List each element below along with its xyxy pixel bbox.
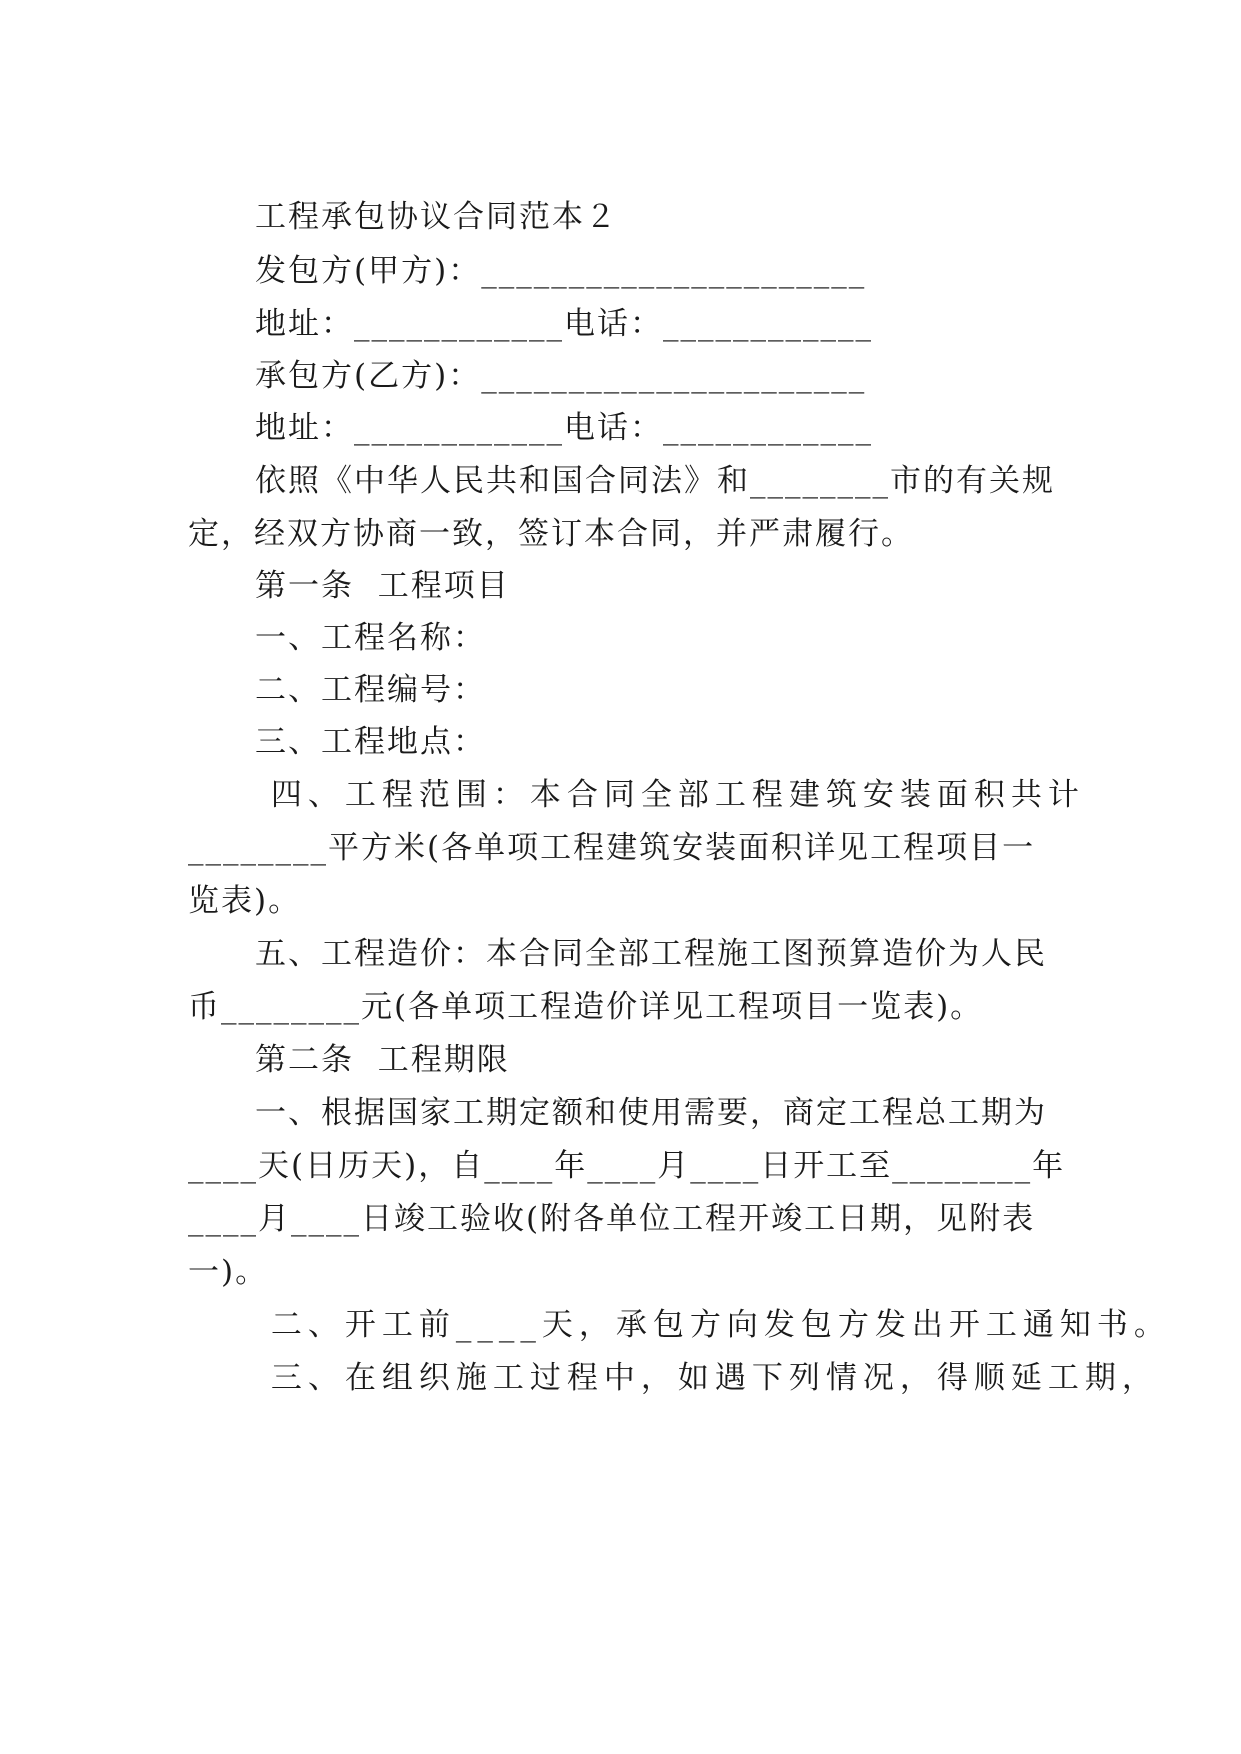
paragraph-line: ________平方米(各单项工程建筑安装面积详见工程项目一 xyxy=(188,830,1036,866)
paragraph-line: 币________元(各单项工程造价详见工程项目一览表)。 xyxy=(188,989,984,1025)
paragraph-line: 二、工程编号： xyxy=(255,672,486,708)
paragraph-line: 地址：____________电话：____________ xyxy=(255,306,873,342)
paragraph-line: 二、开工前____天，承包方向发包方发出开工通知书。 xyxy=(255,1307,1171,1343)
paragraph-line: ____天(日历天)，自____年____月____日开工至________年 xyxy=(188,1148,1066,1184)
paragraph-line: 五、工程造价：本合同全部工程施工图预算造价为人民 xyxy=(255,936,1047,972)
paragraph-line: 一、工程名称： xyxy=(255,620,486,656)
paragraph-line: 四、工程范围：本合同全部工程建筑安装面积共计 xyxy=(255,777,1085,813)
paragraph-line: 依照《中华人民共和国合同法》和________市的有关规 xyxy=(255,463,1055,499)
paragraph-line: 发包方(甲方)：______________________ xyxy=(255,253,867,289)
section-heading: 第二条 工程期限 xyxy=(255,1042,510,1078)
paragraph-line: 一)。 xyxy=(188,1254,269,1290)
paragraph-line: 三、工程地点： xyxy=(255,724,486,760)
paragraph-line: 地址：____________电话：____________ xyxy=(255,410,873,446)
paragraph-line: ____月____日竣工验收(附各单位工程开竣工日期，见附表 xyxy=(188,1201,1036,1237)
paragraph-line: 一、根据国家工期定额和使用需要，商定工程总工期为 xyxy=(255,1095,1047,1131)
document-title: 工程承包协议合同范本２ xyxy=(255,199,618,235)
paragraph-line: 承包方(乙方)：______________________ xyxy=(255,358,867,394)
paragraph-line: 定，经双方协商一致，签订本合同，并严肃履行。 xyxy=(188,516,914,552)
section-heading: 第一条 工程项目 xyxy=(255,568,510,604)
paragraph-line: 三、在组织施工过程中，如遇下列情况，得顺延工期， xyxy=(255,1360,1159,1396)
paragraph-line: 览表)。 xyxy=(188,883,302,919)
